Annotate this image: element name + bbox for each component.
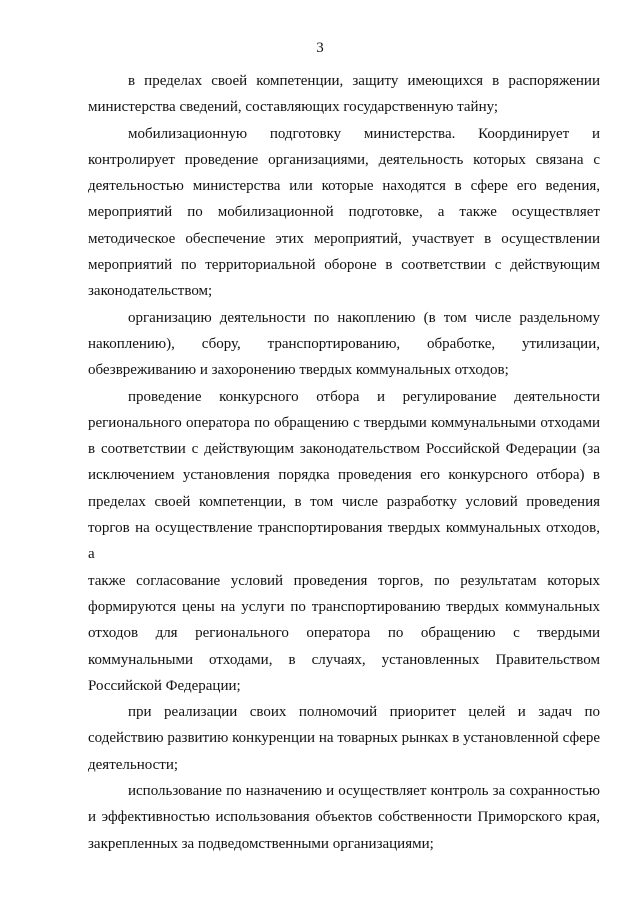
text-line: формируются цены на услуги по транспортированию твердых коммунальных [88, 598, 600, 615]
text-line: также согласование условий проведения торгов, по результатам которых [88, 572, 600, 589]
text-line: мероприятий по территориальной обороне в соответствии с действующим [88, 257, 600, 274]
text-line: пределах своей компетенции, в том числе разработку условий проведения [88, 493, 600, 510]
text-line: мобилизационную подготовку министерства. Координирует и [128, 125, 600, 142]
text-line: министерства сведений, составляющих государственную тайну; [88, 99, 499, 116]
text-line: мероприятий по мобилизационной подготовке, а также осуществляет [88, 204, 600, 221]
text-line: организацию деятельности по накоплению (в том числе раздельному [128, 309, 600, 326]
text-line: регионального оператора по обращению с твердыми коммунальными отходами [88, 414, 600, 431]
text-line: исключением установления порядка проведения его конкурсного отбора) в [88, 467, 600, 484]
text-line: в соответствии с действующим законодательством Российской Федерации (за [88, 441, 600, 458]
text-line: деятельностью министерства или которые находятся в сфере его ведения, [88, 178, 600, 195]
paragraph [88, 778, 600, 857]
paragraph [88, 68, 600, 121]
text-line: деятельности; [88, 756, 179, 773]
text-line: при реализации своих полномочий приоритет целей и задач по [128, 704, 600, 721]
text-line: Российской Федерации; [88, 677, 241, 694]
paragraph [88, 699, 600, 778]
text-line: проведение конкурсного отбора и регулирование деятельности [128, 388, 600, 405]
text-line: коммунальными отходами, в случаях, установленных Правительством [88, 651, 600, 668]
text-line: в пределах своей компетенции, защиту имеющихся в распоряжении [128, 73, 600, 89]
page-number: 3 [316, 40, 324, 56]
text-line: торгов на осуществление транспортирования твердых коммунальных отходов, а [88, 520, 600, 563]
text-line: законодательством; [88, 283, 213, 300]
text-line: обезвреживанию и захоронению твердых коммунальных отходов; [88, 362, 509, 379]
text-line: использование по назначению и осуществляет контроль за сохранностью [128, 783, 600, 800]
text-line: и эффективностью использования объектов собственности Приморского края, [88, 809, 600, 826]
paragraph [88, 305, 600, 384]
text-line: отходов для регионального оператора по обращению с твердыми [88, 625, 600, 642]
text-line: содействию развитию конкуренции на товарных рынках в установленной сфере [88, 730, 600, 747]
paragraph [88, 121, 600, 305]
text-line: накоплению), сбору, транспортированию, обработке, утилизации, [88, 335, 600, 352]
text-line: закрепленных за подведомственными организациями; [88, 835, 434, 852]
document-body [88, 68, 600, 857]
paragraph [88, 384, 600, 700]
text-line: методическое обеспечение этих мероприятий, участвует в осуществлении [88, 230, 600, 247]
text-line: контролирует проведение организациями, деятельность которых связана с [88, 151, 600, 168]
